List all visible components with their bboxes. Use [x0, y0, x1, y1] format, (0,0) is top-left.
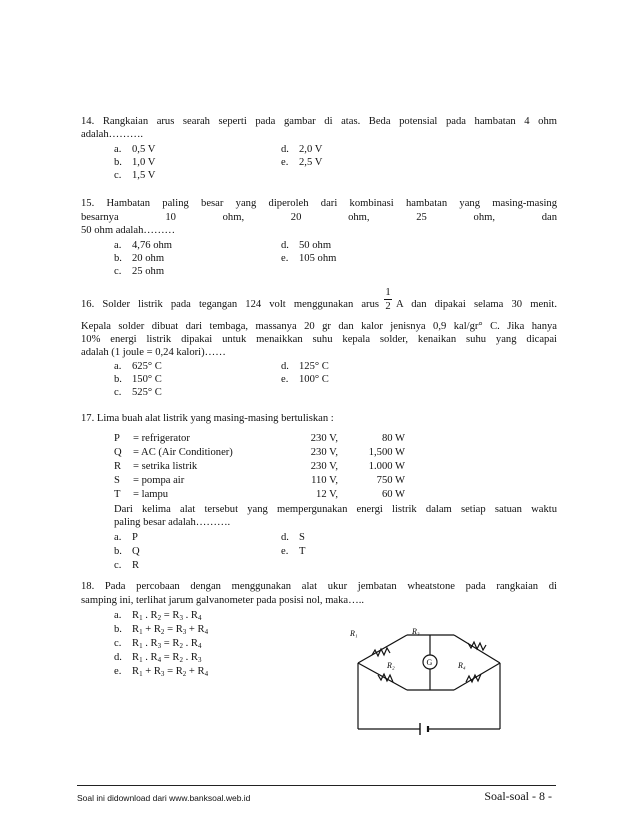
device-volt: 230 V, — [310, 447, 338, 458]
q16-fraction: 1 2 — [385, 287, 391, 312]
device-code: S — [114, 475, 120, 486]
footer-page-number: Soal-soal - 8 - — [484, 789, 552, 803]
footer-divider — [77, 785, 556, 786]
q16-option-c[interactable]: c. 525° C — [114, 387, 162, 398]
device-watt: 60 W — [381, 489, 405, 500]
device-watt: 1,500 W — [368, 447, 405, 458]
option-formula: $R_1 + R_3 = R_2 + R_4$ — [132, 666, 209, 678]
q15-option-d[interactable]: d. 50 ohm — [281, 240, 332, 251]
q18-option-b[interactable]: b. $R_1 + R_2 = R_3 + R_4$ — [114, 624, 209, 636]
q15-option-c[interactable]: c. 25 ohm — [114, 266, 165, 277]
q16-option-d[interactable]: d. 125° C — [281, 361, 329, 372]
q17-question-line2: paling besar adalah………. — [114, 517, 231, 528]
device-name: = lampu — [133, 489, 169, 500]
label-g: G — [426, 658, 433, 667]
device-code: T — [114, 489, 121, 500]
option-formula: $R_1$ . $R_2 = R_3$ . $R_4$ — [132, 610, 202, 622]
footer-source: Soal ini didownload dari www.banksoal.web.id — [77, 793, 251, 803]
q16-text-line2: Kepala solder dibuat dari tembaga, massanya 20 gr dan kalor jenisnya 0,9 kal/gr° C. Jika hanya — [81, 321, 557, 332]
q17-option-b[interactable]: b. Q — [114, 546, 140, 557]
q14-text-line1: 14. Rangkaian arus searah seperti pada gambar di atas. Beda potensial pada hambatan 4 ohm — [81, 116, 557, 127]
device-name: = pompa air — [133, 475, 185, 486]
label-r1: R₁ — [350, 629, 358, 638]
q18-option-d[interactable]: d. $R_1$ . $R_4 = R_2$ . $R_3$ — [114, 652, 202, 664]
q18-option-a[interactable]: a. $R_1$ . $R_2 = R_3$ . $R_4$ — [114, 610, 202, 622]
q15-option-e[interactable]: e. 105 ohm — [281, 253, 337, 264]
q17-text-line1: 17. Lima buah alat listrik yang masing-masing bertuliskan : — [81, 413, 334, 424]
q16-option-a[interactable]: a. 625° C — [114, 361, 162, 372]
q18-option-e[interactable]: e. $R_1 + R_3 = R_2 + R_4$ — [114, 666, 209, 678]
fraction-bar — [384, 299, 392, 300]
device-volt: 230 V, — [310, 433, 338, 444]
q17-option-c[interactable]: c. R — [114, 560, 140, 571]
q16-text-line1-pre: 16. Solder listrik pada tegangan 124 volt menggunakan arus — [81, 299, 379, 310]
q17-option-e[interactable]: e. T — [281, 546, 306, 557]
device-volt: 230 V, — [310, 461, 338, 472]
q18-text-line1: 18. Pada percobaan dengan menggunakan alat ukur jembatan wheatstone pada rangkaian di — [81, 581, 557, 592]
q14-option-c[interactable]: c. 1,5 V — [114, 170, 156, 181]
q17-option-d[interactable]: d. S — [281, 532, 305, 543]
device-code: P — [114, 433, 120, 444]
q16-option-b[interactable]: b. 150° C — [114, 374, 162, 385]
device-volt: 12 V, — [316, 489, 338, 500]
device-watt: 750 W — [376, 475, 405, 486]
q16-text-line1-post: A dan dipakai selama 30 menit. — [396, 299, 557, 310]
q14-option-b[interactable]: b. 1,0 V — [114, 157, 156, 168]
q14-option-e[interactable]: e. 2,5 V — [281, 157, 323, 168]
q15-option-b[interactable]: b. 20 ohm — [114, 253, 165, 264]
wheatstone-bridge-diagram — [340, 628, 540, 738]
device-name: = AC (Air Conditioner) — [133, 447, 233, 458]
q16-text-line4: adalah (1 joule = 0,24 kalori)…… — [81, 347, 226, 358]
device-watt: 80 W — [381, 433, 405, 444]
q14-option-a[interactable]: a. 0,5 V — [114, 144, 156, 155]
device-watt: 1.000 W — [368, 461, 405, 472]
resistor-r1 — [372, 648, 390, 656]
label-r2: R₂ — [387, 661, 395, 670]
q16-option-e[interactable]: e. 100° C — [281, 374, 329, 385]
q17-question-line1: Dari kelima alat tersebut yang mempergunakan energi listrik dalam setiap satuan waktu — [114, 504, 557, 515]
q18-text-line2: samping ini, terlihat jarum galvanometer pada posisi nol, maka….. — [81, 595, 365, 606]
q14-text-line2: adalah………. — [81, 129, 144, 140]
q17-option-a[interactable]: a. P — [114, 532, 138, 543]
q14-option-d[interactable]: d. 2,0 V — [281, 144, 323, 155]
q15-text-line1: 15. Hambatan paling besar yang diperoleh dari kombinasi hambatan yang masing-masing — [81, 198, 557, 209]
resistor-r3 — [468, 642, 486, 650]
q15-text-line2: besarnya 10 ohm, 20 ohm, 25 ohm, dan — [81, 212, 557, 223]
device-name: = setrika listrik — [133, 461, 198, 472]
q15-text-line3: 50 ohm adalah……… — [81, 225, 176, 236]
device-name: = refrigerator — [133, 433, 190, 444]
device-code: Q — [114, 447, 122, 458]
option-formula: $R_1$ . $R_4 = R_2$ . $R_3$ — [132, 652, 202, 664]
option-formula: $R_1$ . $R_3 = R_2$ . $R_4$ — [132, 638, 202, 650]
device-code: R — [114, 461, 122, 472]
q16-text-line3: 10% energi listrik dipakai untuk menaikkan suhu kepala solder, kenaikan suhu yang dicapai — [81, 334, 557, 345]
label-r4: R₄ — [458, 661, 466, 670]
label-r3-top: R₃ — [412, 628, 420, 636]
device-volt: 110 V, — [311, 475, 338, 486]
q15-option-a[interactable]: a. 4,76 ohm — [114, 240, 173, 251]
option-formula: $R_1 + R_2 = R_3 + R_4$ — [132, 624, 209, 636]
q18-option-c[interactable]: c. $R_1$ . $R_3 = R_2$ . $R_4$ — [114, 638, 202, 650]
